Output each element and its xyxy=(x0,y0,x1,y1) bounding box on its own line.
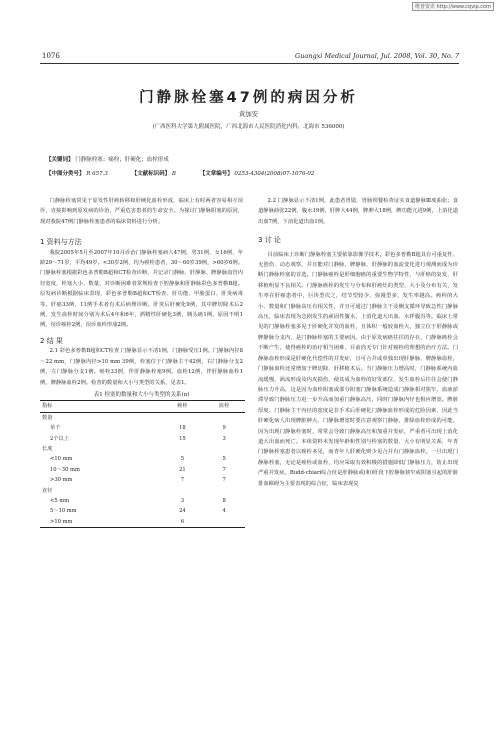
watermark: 维普资讯 http://www.cqvip.com xyxy=(412,2,494,11)
table-cell: 5 xyxy=(222,456,226,463)
table-row xyxy=(40,444,245,454)
keywords-text: 门静脉栓塞；癌栓；肝硬化；血栓形成 xyxy=(75,157,169,163)
table-row-label: <10 mm xyxy=(50,456,73,463)
table-row-label: 10～30 mm xyxy=(50,466,80,473)
table-header-cell: 血栓 xyxy=(218,403,230,410)
section-heading-methods: 1 资料与方法 xyxy=(40,238,82,247)
table-row-label: 2个以上 xyxy=(50,435,69,442)
table-cell: 3 xyxy=(180,497,185,504)
results-paragraph: 2.1 彩色多普勒B超和CT检查 门静脉显示不清1例，门静脉受压1例。门静脉内径8～22 mm，门静脉内径>10 mm 39例，栓塞位于门静脉主干42例，右门静脉分支2例，左门静脉分支1例。癌栓33例，伴肝静脉栓塞9例。血栓12例，伴肝静脉血栓1例，脾静脉血栓2例。检查的数量和大小与类型的关系，见表1。 xyxy=(40,348,243,386)
table-row xyxy=(40,506,245,516)
article-title: 门静脉栓塞47例的病因分析 xyxy=(139,90,358,106)
table-row-label: >10 mm xyxy=(50,518,73,525)
table-row xyxy=(40,423,245,433)
table-cell: 21 xyxy=(179,466,186,473)
keywords-label: 【关键词】 xyxy=(46,157,74,163)
clc-label: 【中图分类号】 xyxy=(46,171,85,177)
table-row-label: 5～10 mm xyxy=(50,508,77,515)
table-cell: 8 xyxy=(222,497,226,504)
table-row xyxy=(40,412,245,423)
table-cell xyxy=(203,412,245,423)
table-row-label: 数量 xyxy=(42,414,53,421)
table-cell xyxy=(162,486,204,496)
table-cell xyxy=(203,486,245,496)
table-cell: 24 xyxy=(179,508,186,515)
table-cell xyxy=(203,444,245,454)
table-row-label: 长度 xyxy=(42,445,53,452)
table-cell xyxy=(162,412,204,423)
discussion-paragraph: 目前临床上诊断门静脉栓塞主要依靠影像学技术，彩色多普勒B超具有可重复性、无创伤、动态观察，并且能对门静脉、脾静脉、肝静脉的血流变化进行观测而成为诊断门静脉栓塞的首选。门静脉癌栓是肝细胞癌的重要生物学特性，与肝癌的复发、肝移植明显不良相关。门静脉癌栓的发生与分布和肝癌灶的类型、大小及分布有关，发生率在肝癌患者中，巨块型次之，结节型较少，弥漫型多，发生率越高。癌栓的大小、数量和门静脉高压有相关性，并且可通过门静脉主干及侧支循环导致急性门静脉高压，临床表现为急剧发生的顽固性腹水、上消化道大出血、水样腹泻等。临床上常见的门静脉栓塞多见于肝硬化并发的血栓，且体积一般较血栓大，独立位于肝静脉或脾静脉分支内，是门静脉栓塞的主要病因。由于原发病癌往往的存在，门静脉癌栓会不断产生，使得癌栓的治疗相当困难，目前尚无专门针对癌栓的理想的治疗方法。门静脉血栓形成是肝硬化代偿性的并发症，且可合并或单独出现肝静脉、脾静脉血栓，门静脉血栓还常增加于脾切除、肝移植术后。当门静脉压力增高时，门静脉系统内血流缓慢，涡流形成及内皮损伤，使其成为血栓的好发部位，发生血栓后往往会使门静脉压力升高，这是因为血栓阻塞或部分阻塞门静脉系统造成门静脉相对狭窄，血液淤滞导致门静脉压力进一步升高而加重门静脉高压，同时门静脉内径也相应增宽。脾脏厚度、门静脉主干内径的宽度是非手术后肝硬化门静脉血栓形成的危险因素，因此当肝硬化病人出现脾脏肿大、门静脉增宽时要注意观察门静脉，排除血栓形成的可能，因为出现门静脉栓塞时，常常会导致门静脉高压和加重并发症，严重者可出现上消化道大出血而死亡。本组资料未发现年龄和性别与栓塞的数量、大小有明显关系，年青门静脉栓塞患者以癌栓多见，而青年人肝硬化则少见合并有门静脉血栓。一旦出现门静脉栓塞，无论是癌栓或血栓，均应采取有效积极的措施降低门静脉压力，防止出现严重并发症。Budd-chiari综合征是肝静脉或(和)肝段下腔静脉狭窄或阻塞引起的肝脏排血障碍为主要表现的综合征，临床表现复 xyxy=(258,251,458,487)
table-cell: 18 xyxy=(179,425,186,432)
methods-paragraph: 我院2005年5月至2007年10月诊治门静脉栓塞病人47例，男31例，女16例，年龄29～71岁，平均49岁。<30岁2例，均为癌栓患者，30～60岁39例，>60岁6例。门静脉栓塞根据彩色多普勒B超和CT检查诊断，并记录门静脉、肝静脉、脾静脉血管内径宽度，栓塞大小、数量，对诊断困难者常规检查下腔静脉和肝静脉彩色多普勒B超。原发病诊断根据临床表现、彩色多普勒B超和CT检查、肝功能、甲胎蛋白、肝炎病毒等。肝癌33例，11例手术者有术后病理诊断。肝炎后肝硬化9例，其中脾切除术后2例，发生血栓时间分别为术后4年和6年，酒精性肝硬化3例，胰头癌1例，原因不明1例，误诊癌栓2例，误诊血栓形成2例。 xyxy=(40,249,243,329)
affiliation: (广西医科大学第九附属医院，广西北海市人民医院消化内科，北海市 536000) xyxy=(152,124,345,130)
section-heading-results: 2 结 果 xyxy=(40,336,63,345)
clc-value: R 657.3 xyxy=(86,171,108,177)
table-header-cell: 指标 xyxy=(42,403,53,410)
table-row xyxy=(40,475,245,485)
table-row-label: 单个 xyxy=(50,425,61,432)
page-number: 1076 xyxy=(42,52,60,60)
table-cell xyxy=(203,517,245,528)
table-cell: 4 xyxy=(222,508,226,515)
table-cell xyxy=(162,444,204,454)
table-row xyxy=(40,486,245,496)
table-cell: 7 xyxy=(222,477,226,484)
table-cell: 7 xyxy=(180,477,185,484)
data-table xyxy=(40,400,245,528)
table-row xyxy=(40,517,245,528)
table-caption: 表1 栓塞的数量和大小与类型的关系(n) xyxy=(93,391,190,398)
results-paragraph-2: 2.2 门静脉显示不清1例，此患者胃镜、胃肠钡餐检查证实食道静脉Ⅲ度曲张；食道静脉曲张22例，腹水19例，肝肿大44例，脾肿大18例，脾功能亢进9例，上消化道出血7例，下消化道出血1例。 xyxy=(258,198,458,225)
table-row xyxy=(40,465,245,475)
table-cell: 15 xyxy=(179,435,186,442)
table-row xyxy=(40,496,245,506)
table-header-cell: 癌栓 xyxy=(177,403,188,410)
keywords xyxy=(46,155,169,163)
table-cell: 7 xyxy=(222,466,226,473)
table-row xyxy=(40,434,245,444)
section-heading-discussion: 3 讨 论 xyxy=(258,236,281,245)
table-row-label: 直径 xyxy=(42,487,53,494)
table-cell: 6 xyxy=(180,518,185,525)
article-id-value: 0253-4304(2008)07-1076-02 xyxy=(234,171,315,177)
table-row-label: <5 mm xyxy=(50,497,70,504)
left-column xyxy=(40,196,243,528)
classification-line xyxy=(46,169,466,177)
table-cell: 3 xyxy=(222,435,226,442)
table-cell: 9 xyxy=(222,425,226,432)
header-rule xyxy=(40,63,459,64)
article-id-label: 【文章编号】 xyxy=(199,171,233,177)
author: 黄加安 xyxy=(238,110,259,118)
doc-code-label: 【文献标识码】 xyxy=(131,171,171,177)
right-column xyxy=(258,196,458,489)
journal-citation: Guangxi Medical Journal, Jul. 2008, Vol. 30, No. 7 xyxy=(295,52,459,60)
table-row-label: >30 mm xyxy=(50,477,73,484)
intro-paragraph: 门静脉栓塞常见于原发性肝癌转移和肝硬化血栓形成，临床上有时两者容易相互误诊，直接影响到原发病的诊治，严重危害患者的生命安全。为探讨门静脉阻塞的原因，现对我院47例门静脉栓塞患者的临床资料进行分析。 xyxy=(40,198,243,225)
table-row xyxy=(40,454,245,464)
doc-code-value: B xyxy=(171,171,176,177)
table-cell: 5 xyxy=(180,456,185,463)
